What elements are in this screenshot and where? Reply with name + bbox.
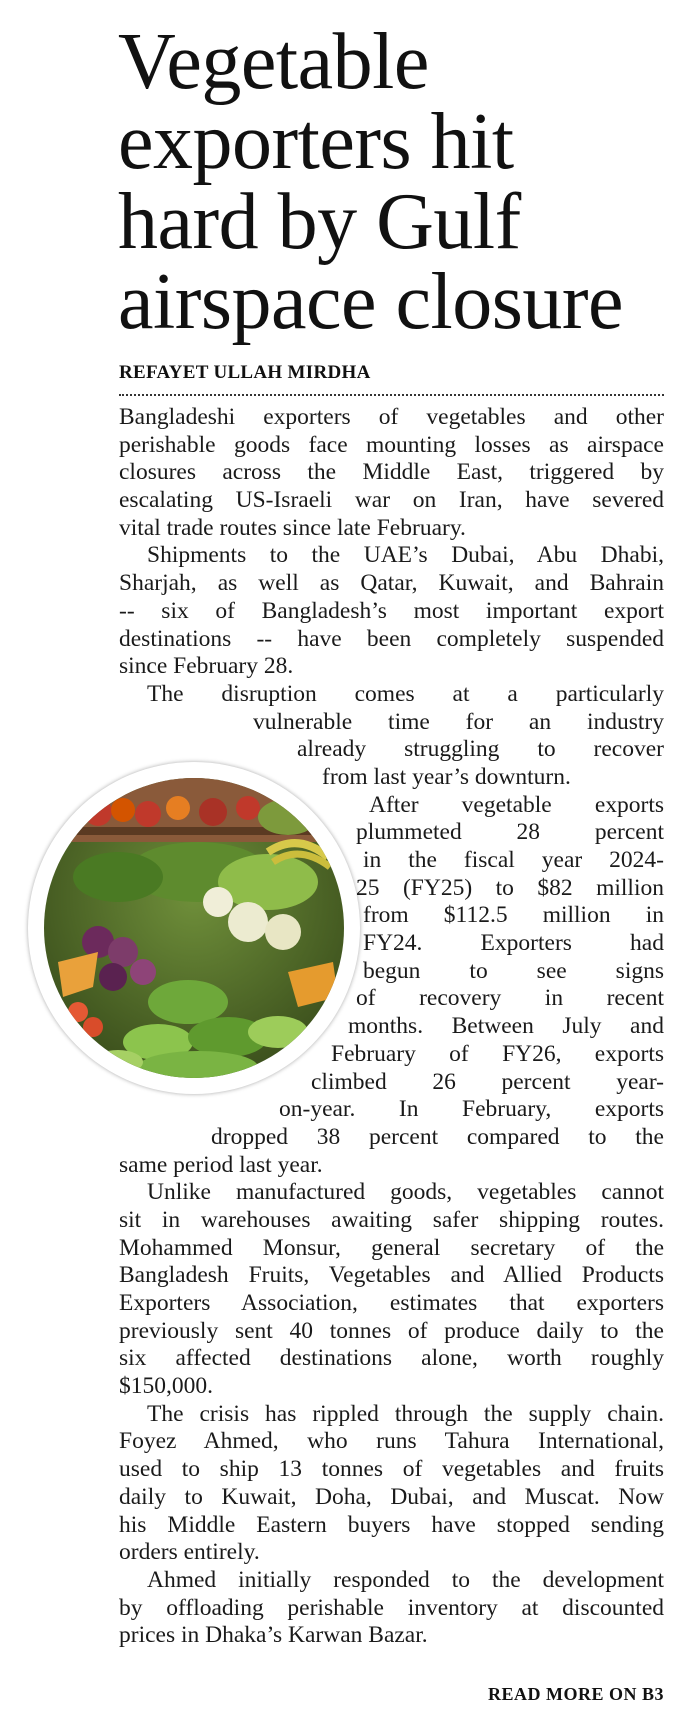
dotted-divider (119, 394, 664, 396)
body-line: Bangladeshi exporters of vegetables and other (119, 404, 664, 430)
body-line: dropped 38 percent compared to the (211, 1123, 664, 1150)
body-line: in the fiscal year 2024- (363, 847, 664, 873)
body-line: Unlike manufactured goods, vegetables cannot (147, 1179, 664, 1206)
headline-line: airspace closure (118, 258, 624, 346)
body-line: plummeted 28 percent (356, 819, 664, 846)
body-line: orders entirely. (119, 1539, 260, 1566)
body-line: Mohammed Monsur, general secretary of the (119, 1234, 664, 1261)
vegetable-photo-art (38, 772, 350, 1084)
headline (118, 18, 675, 346)
body-line: of recovery in recent (356, 985, 664, 1012)
body-line: on-year. In February, exports (279, 1096, 664, 1123)
body-line: Exporters Association, estimates that exporters (119, 1290, 664, 1316)
body-line: prices in Dhaka’s Karwan Bazar. (119, 1622, 428, 1649)
body-line: by offloading perishable inventory at discounted (119, 1594, 664, 1621)
body-line: sit in warehouses awaiting safer shipping routes. (119, 1206, 664, 1233)
body-line: since February 28. (119, 653, 294, 680)
body-line: Bangladesh Fruits, Vegetables and Allied Products (119, 1262, 664, 1289)
byline: REFAYET ULLAH MIRDHA (119, 362, 371, 383)
headline-line: Vegetable (118, 18, 429, 106)
body-line: Foyez Ahmed, who runs Tahura International, (119, 1428, 664, 1455)
body-line: same period last year. (119, 1151, 323, 1178)
body-line: from $112.5 million in (363, 902, 664, 929)
body-line: destinations -- have been completely suspended (119, 625, 664, 652)
body-line: 25 (FY25) to $82 million (356, 874, 664, 901)
body-line: The disruption comes at a particularly (147, 680, 664, 707)
body-line: daily to Kuwait, Doha, Dubai, and Muscat. Now (119, 1483, 664, 1510)
body-line: previously sent 40 tonnes of produce daily to the (119, 1317, 664, 1344)
body-line: closures across the Middle East, triggered by (119, 459, 664, 486)
body-line: perishable goods face mounting losses as airspace (119, 431, 664, 458)
body-line: The crisis has rippled through the supply chain. (147, 1400, 664, 1427)
body-line: vulnerable time for an industry (253, 708, 664, 735)
body-line: vital trade routes since late February. (119, 514, 466, 541)
body-line: escalating US-Israeli war on Iran, have severed (119, 487, 664, 514)
body-line: from last year’s downturn. (322, 763, 571, 790)
body-line: After vegetable exports (369, 791, 664, 818)
body-line: his Middle Eastern buyers have stopped sending (119, 1511, 664, 1538)
body-line: six affected destinations alone, worth roughly (119, 1345, 664, 1372)
body-line: climbed 26 percent year- (311, 1068, 664, 1095)
body-line: -- six of Bangladesh’s most important export (119, 597, 664, 624)
body-line: Ahmed initially responded to the development (147, 1566, 664, 1593)
vegetable-market-photo (28, 762, 360, 1094)
body-line: $150,000. (119, 1373, 213, 1400)
headline-line: exporters hit (118, 98, 514, 186)
read-more-link[interactable]: READ MORE ON B3 (487, 1684, 664, 1704)
body-line: already struggling to recover (297, 736, 664, 763)
body-line: months. Between July and (348, 1013, 664, 1040)
body-line: February of FY26, exports (331, 1040, 664, 1067)
body-line: Shipments to the UAE’s Dubai, Abu Dhabi, (147, 542, 664, 569)
body-line: used to ship 13 tonnes of vegetables and fruits (119, 1456, 664, 1483)
body-line: FY24. Exporters had (363, 930, 664, 957)
body-line: begun to see signs (363, 957, 664, 984)
headline-line: hard by Gulf (118, 178, 521, 266)
body-line: Sharjah, as well as Qatar, Kuwait, and Bahrain (119, 570, 664, 597)
